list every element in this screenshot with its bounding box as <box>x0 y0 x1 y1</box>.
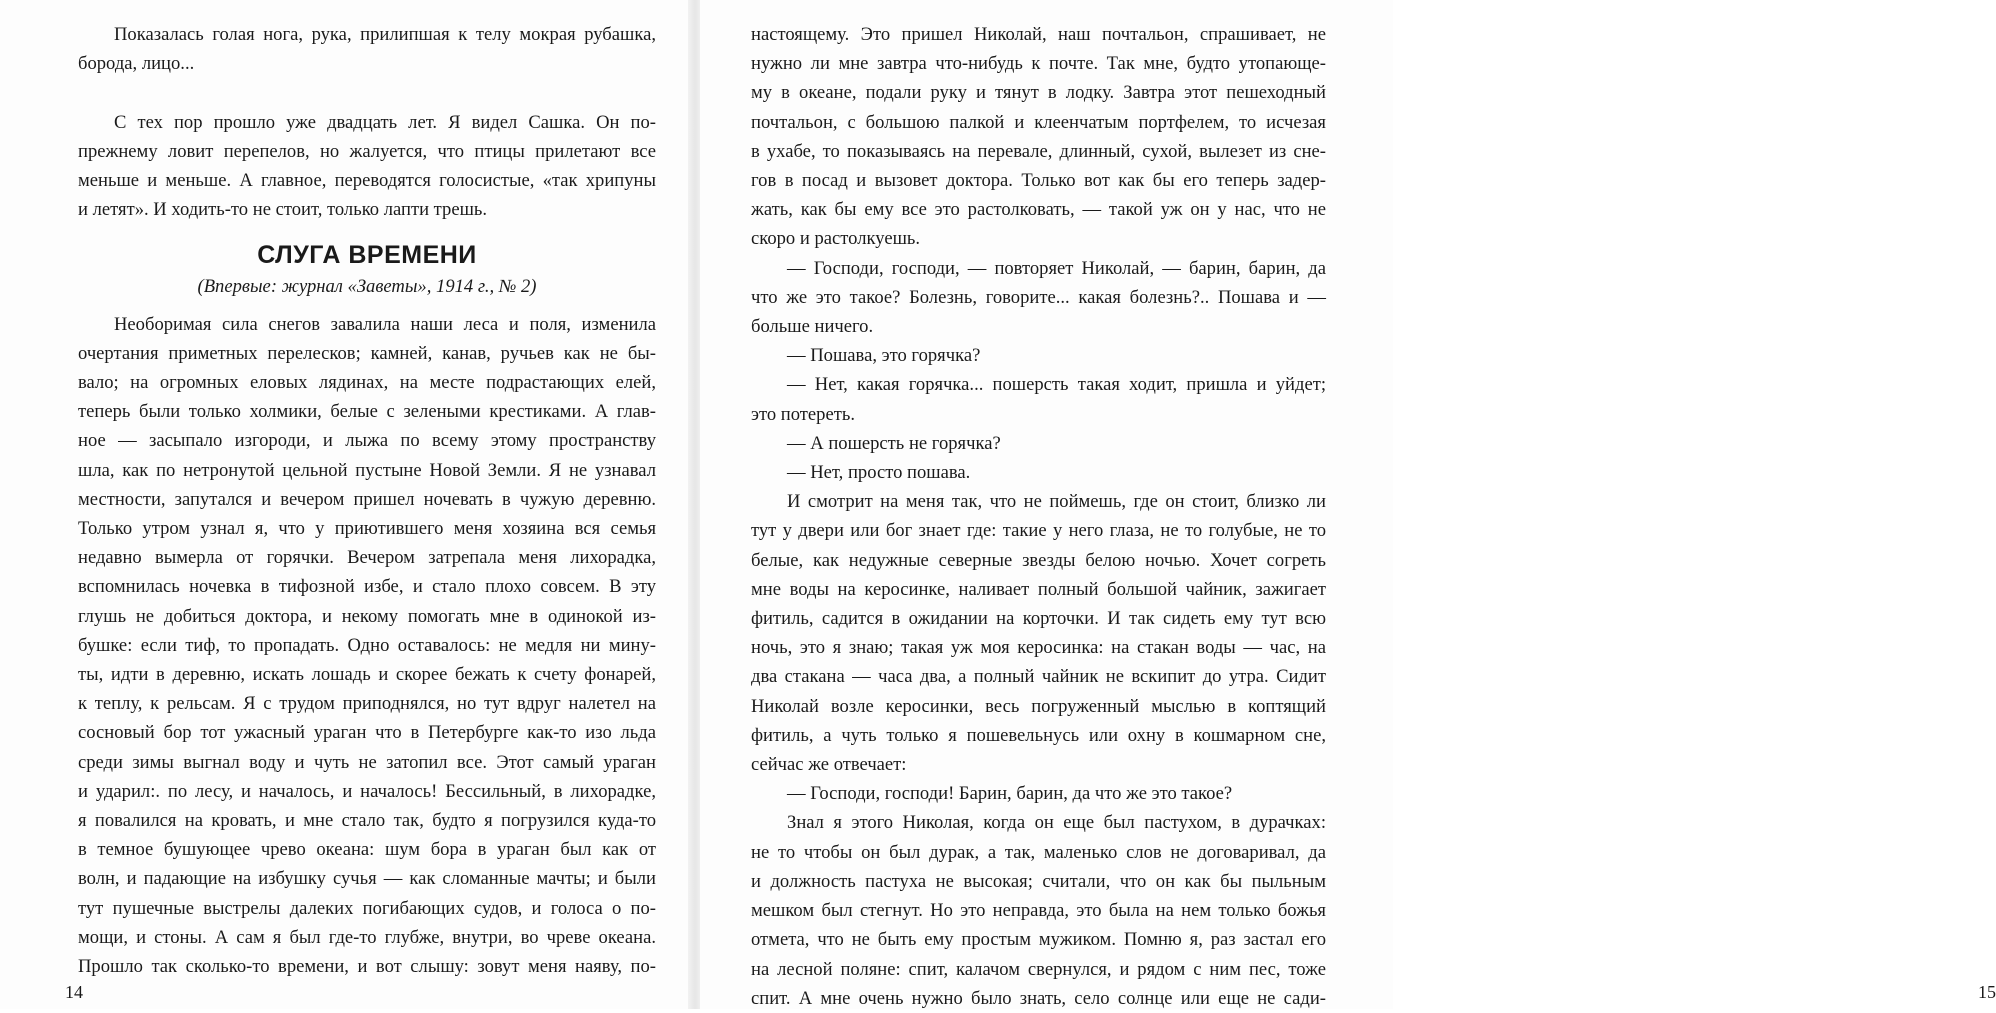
text-line: И смотрит на меня так, что не поймешь, где он стоит, близко ли <box>787 491 1326 513</box>
text-line: Показалась голая нога, рука, прилипшая к телу мокрая рубашка, <box>114 24 656 45</box>
text-line: Только утром узнал я, что у приютившего меня хозяина вся семья <box>78 518 656 540</box>
left-page <box>0 0 690 1009</box>
text-line: спит. А мне очень нужно было знать, село солнце или еще не сади- <box>751 987 1326 1009</box>
text-line: среди зимы выгнал воду и чуть не затопил все. Этот самый ураган <box>78 751 656 773</box>
right-text-column <box>751 20 1326 1013</box>
left-text-column <box>78 20 656 981</box>
text-line: волн, и падающие на избушку сучья — как сломанные мачты; и были <box>78 868 656 890</box>
text-line: теперь были только холмики, белые с зелеными крестиками. А глав- <box>78 401 656 423</box>
text-line: сосновый бор тот ужасный ураган что в Петербурге как-то изо льда <box>78 722 656 744</box>
text-line: нужно ли мне завтра что-нибудь к почте. Так мне, будто утопающе- <box>751 53 1326 75</box>
text-line: — Пошава, это горячка? <box>787 345 981 367</box>
text-line: — Господи, господи, — повторяет Николай, — барин, барин, да <box>787 257 1326 279</box>
text-line: больше ничего. <box>751 316 874 338</box>
text-line: ное — засыпало изгороди, и лыжа по всему этому пространству <box>78 430 656 452</box>
page-number-right: 15 <box>1978 982 1996 1002</box>
text-line: Прошло так сколько-то времени, и вот слышу: зовут меня наяву, по- <box>78 956 656 978</box>
text-line: что же это такое? Болезнь, говорите... какая болезнь?.. Пошава и — <box>751 286 1326 308</box>
text-line: Николай возле керосинки, весь погруженный мыслью в коптящий <box>751 695 1326 717</box>
text-line: не то чтобы он был дурак, а так, маленько слов не договаривал, да <box>751 841 1326 863</box>
text-line: — А пошерсть не горячка? <box>787 432 1001 454</box>
chapter-title: СЛУГА ВРЕМЕНИ <box>257 241 477 270</box>
text-line: мощи, и стоны. А сам я был где-то глубже, внутри, во чреве океана. <box>78 926 656 948</box>
text-line: это потереть. <box>751 403 855 425</box>
text-line: шла, как по нетронутой цельной пустыне Новой Земли. Я не узнавал <box>78 459 656 481</box>
text-line: в ухабе, то показываясь на перевале, длинный, сухой, вылезет из сне- <box>751 140 1326 162</box>
text-line: очертания приметных перелесков; камней, канав, ручьев как не бы- <box>78 342 656 364</box>
text-line: фитиль, садится в ожидании на корточки. И так сидеть ему тут всю <box>751 608 1326 630</box>
text-line: тут пушечные выстрелы далеких погибающих судов, и голоса о по- <box>78 897 656 919</box>
right-page-body <box>751 20 1326 1013</box>
text-line: ты, идти в деревню, искать лошадь и скорее бежать к счету фонарей, <box>78 664 656 686</box>
text-line: в темное бушующее чрево океана: шум бора в ураган был как от <box>78 839 656 861</box>
text-line: — Господи, господи! Барин, барин, да что же это такое? <box>787 783 1233 805</box>
text-line: ночь, это я знаю; такая уж моя керосинка: на стакан воды — час, на <box>751 637 1326 659</box>
text-line: настоящему. Это пришел Николай, наш почтальон, спрашивает, не <box>751 24 1326 45</box>
text-line: почтальон, с большою палкой и клеенчатым портфелем, то исчезая <box>751 111 1326 133</box>
paragraph-opening <box>78 20 656 78</box>
text-line: и ударил:. по лесу, и началось, и началось! Бессильный, в лихорадке, <box>78 780 656 802</box>
text-line: недавно вымерла от горячки. Вечером затрепала меня лихорадка, <box>78 547 656 569</box>
text-line: бушке: если тиф, то пропадать. Одно оставалось: не медля ни мину- <box>78 634 656 656</box>
text-line: С тех пор прошло уже двадцать лет. Я видел Сашка. Он по- <box>114 111 656 133</box>
text-line: — Нет, просто пошава. <box>787 462 971 484</box>
text-line: прежнему ловит перепелов, но жалуется, что птицы прилетают все <box>78 140 656 162</box>
text-line: Знал я этого Николая, когда он еще был пастухом, в дурачках: <box>787 812 1326 834</box>
text-line: мне воды на керосинке, наливает полный большой чайник, зажигает <box>751 578 1326 600</box>
text-line: и должность пастуха не высокая; считали, что он как бы пыльным <box>751 870 1326 892</box>
text-line: Необоримая сила снегов завалила наши леса и поля, изменила <box>114 313 656 335</box>
text-line: фитиль, а чуть только я пошевельнусь или охну в кошмарном сне, <box>751 724 1326 746</box>
text-line: гов в посад и вызовет доктора. Только вот как бы его теперь задер- <box>751 170 1326 192</box>
text-line: отмета, что не быть ему простым мужиком. Помню я, раз застал его <box>751 929 1326 951</box>
text-line: белые, как недужные северные звезды белою ночью. Хочет согреть <box>751 549 1326 571</box>
text-line: глушь не добиться доктора, и некому помогать мне в одинокой из- <box>78 605 656 627</box>
text-line: мешком был стегнут. Но это неправда, это была на нем только божья <box>751 900 1326 922</box>
text-line: тут у двери или бог знает где: такие у него глаза, не то голубые, не то <box>751 520 1326 542</box>
text-line: му в океане, подали руку и тянут в лодку. Завтра этот пешеходный <box>751 82 1326 104</box>
chapter-subtitle: (Впервые: журнал «Заветы», 1914 г., № 2) <box>197 276 537 298</box>
text-line: и летят». И ходить-то не стоит, только лапти трешь. <box>78 199 488 221</box>
text-line: скоро и растолкуешь. <box>751 228 921 250</box>
text-line: к теплу, к рельсам. Я с трудом приподнялся, но тут вдруг налетел на <box>78 693 656 715</box>
chapter-body <box>78 310 656 982</box>
page-number-left: 14 <box>65 982 83 1002</box>
text-line: борода, лицо... <box>78 53 195 75</box>
text-line: вспомнилась ночевка в тифозной избе, и стало плохо совсем. В эту <box>78 576 656 598</box>
text-line: жать, как бы ему все это растолковать, — такой уж он у нас, что не <box>751 199 1326 221</box>
text-line: на лесной поляне: спит, калачом свернулся, и рядом с ним пес, тоже <box>751 958 1326 980</box>
text-line: вало; на огромных еловых лядинах, на месте подрастающих елей, <box>78 372 656 394</box>
right-page <box>700 0 1996 1009</box>
text-line: меньше и меньше. А главное, переводятся голосистые, «так хрипуны <box>78 170 656 191</box>
text-line: два стакана — часа два, а полный чайник не вскипит до утра. Сидит <box>751 666 1326 688</box>
paragraph-twenty-years <box>78 108 656 225</box>
text-line: — Нет, какая горячка... пошерсть такая ходит, пришла и уйдет; <box>787 374 1326 396</box>
text-line: сейчас же отвечает: <box>751 754 907 776</box>
text-line: я повалился на кровать, и мне стало так, будто я погрузился куда-то <box>78 810 656 832</box>
text-line: местности, запутался и вечером пришел ночевать в чужую деревню. <box>78 488 656 510</box>
